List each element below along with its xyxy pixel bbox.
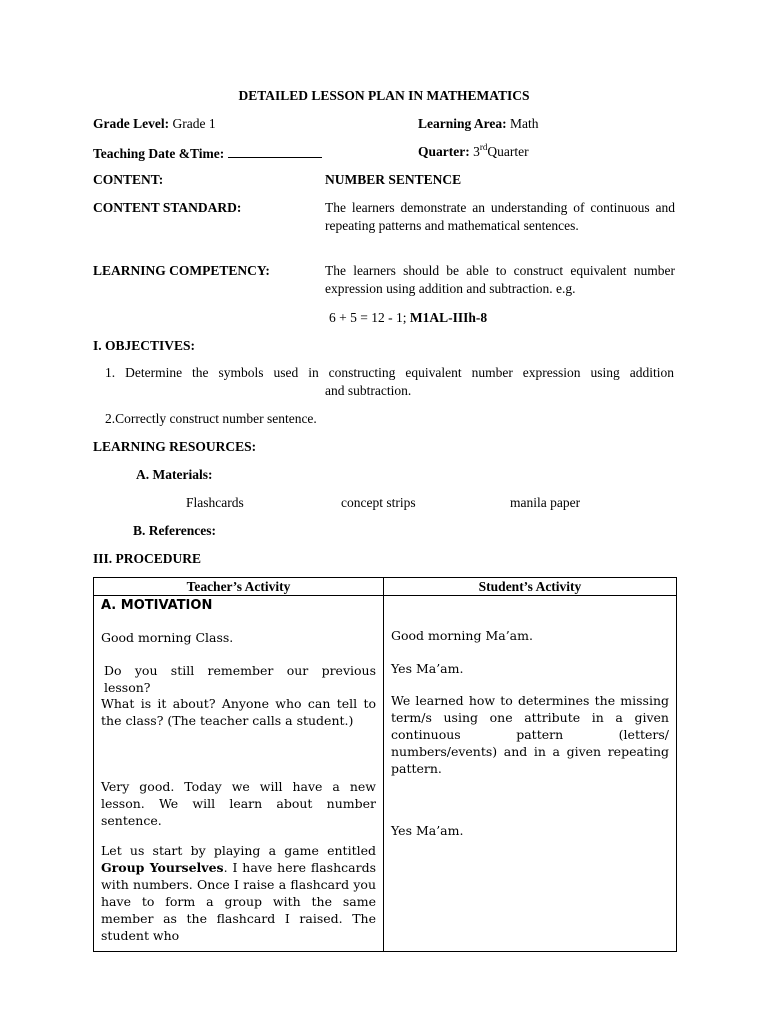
teacher-line: Good morning Class. (101, 630, 234, 645)
content-label: CONTENT: (93, 172, 164, 187)
material-item: concept strips (341, 495, 416, 510)
student-line: Yes Ma’am. (391, 661, 464, 676)
teacher-activity-header: Teacher’s Activity (94, 578, 384, 596)
objective-2: 2.Correctly construct number sentence. (105, 411, 317, 426)
content-value: NUMBER SENTENCE (325, 172, 462, 187)
resources-heading: LEARNING RESOURCES: (93, 439, 257, 454)
game-intro-text: Let us start by playing a game entitled (101, 843, 376, 858)
student-line: We learned how to determines the missing term/s using one attribute in a given continuous pattern (letters/ numbers/events) and in a given repeating pattern. (391, 693, 669, 776)
content-standard-label: CONTENT STANDARD: (93, 200, 242, 215)
learning-competency-example (329, 310, 487, 326)
student-line: Good morning Ma’am. (391, 628, 533, 643)
material-item: manila paper (510, 495, 581, 510)
quarter-suffix: rd (479, 142, 488, 152)
teacher-line: Very good. Today we will have a new lesson. We will learn about number sentence. (101, 779, 376, 828)
teaching-date-blank (228, 144, 322, 158)
grade-level (93, 116, 216, 132)
quarter-number: 3 (473, 144, 480, 159)
materials-heading: A. Materials: (136, 467, 213, 482)
game-instructions: . I have here flashcards with numbers. Once I raise a flashcard you have to form a group with the same member as the flashcard I raised. The student who (101, 860, 376, 943)
game-title: Group Yourselves (101, 860, 224, 875)
grade-level-label: Grade Level: (93, 116, 170, 131)
quarter-word: Quarter (487, 144, 529, 159)
grade-level-value: Grade 1 (172, 116, 216, 131)
motivation-heading: A. MOTIVATION (101, 598, 213, 613)
quarter-label: Quarter: (418, 144, 470, 159)
table-header-row (94, 578, 677, 596)
document-title: DETAILED LESSON PLAN IN MATHEMATICS (238, 88, 530, 103)
procedure-heading: III. PROCEDURE (93, 551, 202, 566)
references-heading: B. References: (133, 523, 216, 538)
learning-competency-label: LEARNING COMPETENCY: (93, 263, 270, 278)
student-activity-header: Student’s Activity (384, 578, 677, 596)
teacher-line (101, 842, 376, 944)
teaching-date-label: Teaching Date &Time: (93, 146, 225, 161)
teacher-line: Do you still remember our previous lesson? (104, 663, 376, 695)
objective-1-line-1: 1. Determine the symbols used in constructing equivalent number expression using addition (105, 365, 674, 380)
example-equation: 6 + 5 = 12 - 1; (329, 310, 410, 325)
student-line: Yes Ma’am. (391, 823, 464, 838)
competency-code: M1AL-IIIh-8 (409, 310, 488, 325)
learning-area-value: Math (510, 116, 539, 131)
material-item: Flashcards (186, 495, 244, 510)
learning-competency-value: The learners should be able to construct equivalent number expression using addition and subtraction. e.g. (325, 263, 675, 296)
student-activity-cell (384, 596, 677, 952)
teaching-date (93, 144, 322, 162)
content-standard-value: The learners demonstrate an understanding of continuous and repeating patterns and mathematical sentences. (325, 200, 675, 233)
table-row (94, 596, 677, 952)
learning-area (418, 116, 539, 132)
teacher-activity-cell (94, 596, 384, 952)
teacher-line: What is it about? Anyone who can tell to the class? (The teacher calls a student.) (101, 696, 376, 728)
objectives-heading: I. OBJECTIVES: (93, 338, 196, 353)
learning-area-label: Learning Area: (418, 116, 507, 131)
procedure-table (93, 577, 677, 952)
quarter (418, 144, 529, 160)
objective-1-line-2: and subtraction. (325, 383, 412, 398)
